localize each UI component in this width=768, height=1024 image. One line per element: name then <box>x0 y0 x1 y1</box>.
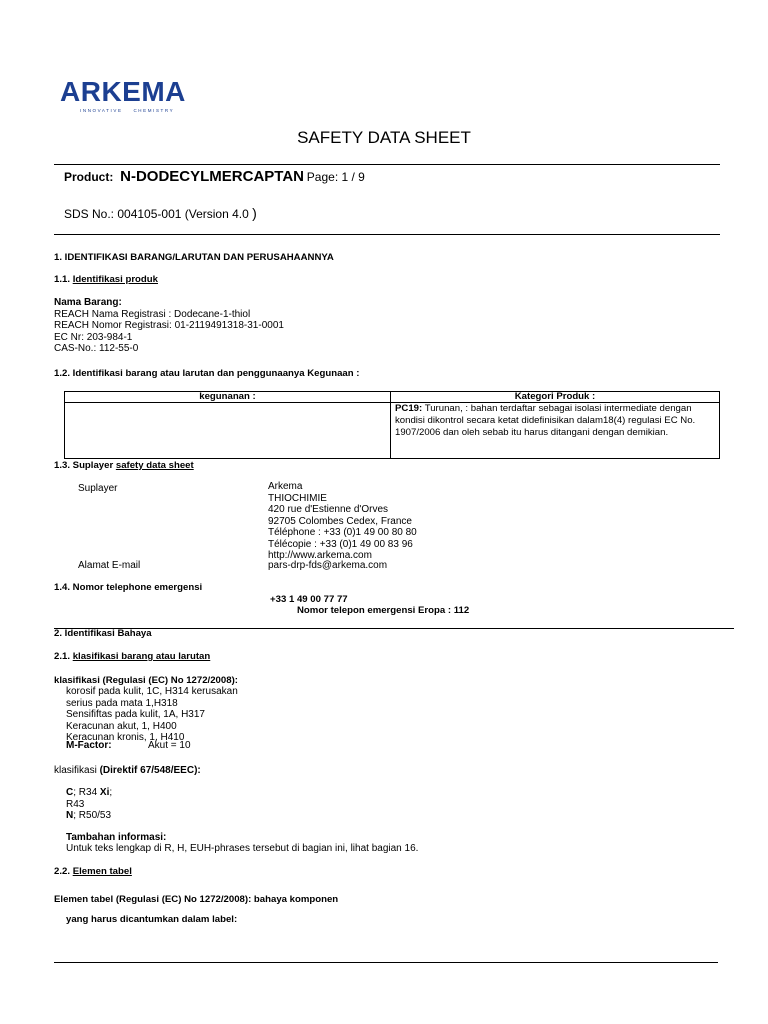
table-cell-usage <box>65 403 391 459</box>
supplier-label: Suplayer <box>78 483 118 494</box>
product-name: N-DODECYLMERCAPTAN <box>120 168 305 185</box>
divider <box>54 164 720 165</box>
section-1-2-heading: 1.2. Identifikasi barang atau larutan dan penggunaanya Kegunaan : <box>54 368 360 379</box>
logo-wordmark: ARKEMA <box>60 76 186 107</box>
supplier-address: Arkema THIOCHIMIE 420 rue d'Estienne d'Orves 92705 Colombes Cedex, France Téléphone : +33 (0)1 49 00 80 80 Télécopie : +33 (0)1 49 00 83 96 http://www.arkema.com <box>268 481 417 561</box>
section-1-4-heading: 1.4. Nomor telephone emergensi <box>54 582 203 593</box>
divider <box>54 234 720 235</box>
additional-info-text: Untuk teks lengkap di R, H, EUH-phrases tersebut di bagian ini, lihat bagian 16. <box>66 843 419 854</box>
table-header-usage: kegunanan : <box>65 392 391 403</box>
usage-table <box>64 391 720 459</box>
document-title: SAFETY DATA SHEET <box>297 128 471 147</box>
additional-info-title: Tambahan informasi: <box>66 832 167 843</box>
page-number: Page: 1 / 9 <box>306 170 365 184</box>
divider <box>54 628 734 629</box>
section-1-1-heading: 1.1. Identifikasi produk <box>54 274 158 285</box>
table-header-category: Kategori Produk : <box>391 392 720 403</box>
m-factor-value: Akut = 10 <box>148 740 191 751</box>
table-cell-category: PC19: Turunan, : bahan terdaftar sebagai isolasi intermediate dengan kondisi dikontrol secara ketat didefinisikan dalam18(4) regulasi EC No. 1907/2006 dan oleh sebab itu harus ditangani dengan demikian. <box>391 403 720 459</box>
sds-number: SDS No.: 004105-001 (Version 4.0 ) <box>64 205 257 221</box>
directive-codes: C; R34 Xi; R43 N; R50/53 <box>66 787 113 821</box>
logo-tagline: INNOVATIVE CHEMISTRY <box>80 108 175 113</box>
section-2-heading: 2. Identifikasi Bahaya <box>54 628 152 639</box>
m-factor-label: M-Factor: <box>66 740 112 751</box>
section-1-heading: 1. IDENTIFIKASI BARANG/LARUTAN DAN PERUSAHAANNYA <box>54 252 334 263</box>
classification-reg-list: korosif pada kulit, 1C, H314 kerusakan serius pada mata 1,H318 Sensififtas pada kulit, 1A, H317 Keracunan akut, 1, H400 Keracunan kronis, 1, H410 <box>66 686 238 743</box>
product-line <box>64 168 365 185</box>
emergency-phone: +33 1 49 00 77 77 <box>270 594 348 605</box>
arkema-logo <box>60 78 186 113</box>
eu-emergency-phone: Nomor telepon emergensi Eropa : 112 <box>297 605 470 616</box>
footer-divider <box>54 962 718 963</box>
section-2-1-heading: 2.1. klasifikasi barang atau larutan <box>54 651 211 662</box>
section-1-3-heading: 1.3. Suplayer safety data sheet <box>54 460 194 471</box>
product-identifiers: Nama Barang: REACH Nama Registrasi : Dodecane-1-thiol REACH Nomor Registrasi: 01-2119491318-31-0001 EC Nr: 203-984-1 CAS-No.: 112-55-0 <box>54 297 284 354</box>
section-2-2-heading: 2.2. Elemen tabel <box>54 866 132 877</box>
classification-reg-title: klasifikasi (Regulasi (EC) No 1272/2008): <box>54 675 238 686</box>
email-label: Alamat E-mail <box>78 560 141 571</box>
email-address[interactable]: pars-drp-fds@arkema.com <box>268 560 388 571</box>
product-label: Product: <box>64 170 114 184</box>
label-elements-title: Elemen tabel (Regulasi (EC) No 1272/2008): bahaya komponen <box>54 894 339 905</box>
label-elements-note: yang harus dicantumkan dalam label: <box>66 914 238 925</box>
classification-directive-title: klasifikasi (Direktif 67/548/EEC): <box>54 765 201 776</box>
